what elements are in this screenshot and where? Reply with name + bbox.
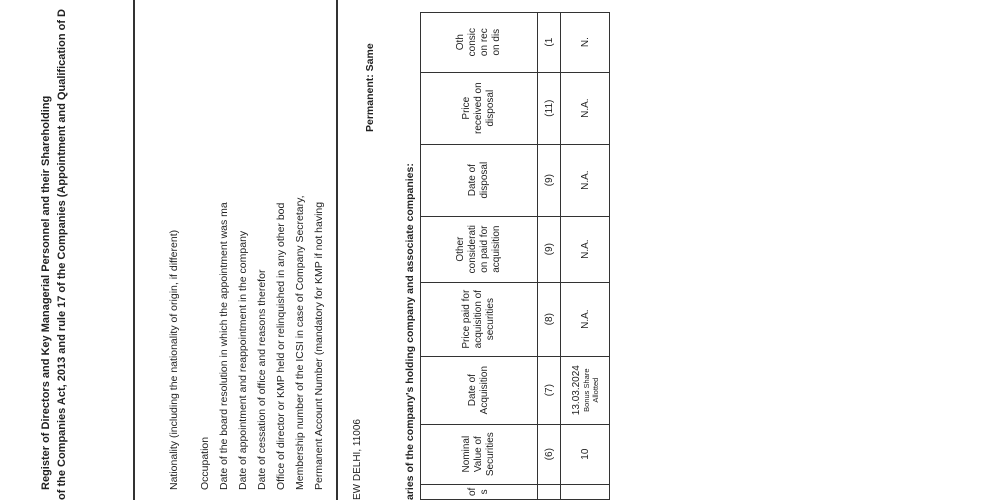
table-cell: (7) <box>538 356 561 424</box>
shareholding-table <box>420 12 610 500</box>
col-header-date-acquisition: Date of Acquisition <box>421 356 538 424</box>
table-cell: N.A. <box>561 282 610 356</box>
table-header-row <box>421 12 538 499</box>
info-board-resolution-date: Date of the board resolution in which the appointment was ma <box>218 202 230 490</box>
info-appointment-date: Date of appointment and reappointment in the company <box>237 230 249 490</box>
section-divider-2 <box>336 0 338 500</box>
col-header-price-received: Price received on disposal <box>421 72 538 144</box>
col-header-price-paid: Price paid for acquisition of securities <box>421 282 538 356</box>
acquisition-note: Bonus Share Allotted <box>581 368 600 412</box>
section-heading: aries of the company's holding company and associate companies: <box>404 163 416 500</box>
info-other-office: Office of director or KMP held or relinquished in any other bod <box>275 202 287 490</box>
col-header-other-consideration-received: Oth consic on rec on dis <box>421 12 538 72</box>
table-cell: N. <box>561 12 610 72</box>
table-cell-acquisition-date: 13.03.2024 Bonus Share Allotted <box>561 356 610 424</box>
col-header-securities: of s <box>421 484 538 499</box>
permanent-address-label: Permanent: Same <box>364 43 376 132</box>
col-header-other-consideration-paid: Other considerati on paid for acquisition <box>421 216 538 282</box>
table-cell: (6) <box>538 424 561 484</box>
table-cell: N.A. <box>561 216 610 282</box>
table-cell: (9) <box>538 216 561 282</box>
table-number-row <box>538 12 561 499</box>
info-cessation-date: Date of cessation of office and reasons therefor <box>256 269 268 490</box>
table-cell: (11) <box>538 72 561 144</box>
info-nationality: Nationality (including the nationality of origin, if different) <box>168 229 180 490</box>
table-cell: (9) <box>538 144 561 216</box>
section-divider <box>133 0 135 500</box>
address-fragment: EW DELHI, 11006 <box>352 419 363 500</box>
table-row <box>561 12 610 499</box>
info-icsi-membership: Membership number of the ICSI in case of Company Secretary, <box>294 195 306 490</box>
table-cell: (8) <box>538 282 561 356</box>
table-cell <box>561 484 610 499</box>
table-cell: N.A. <box>561 72 610 144</box>
info-pan: Permanent Account Number (mandatory for KMP if not having <box>313 201 325 490</box>
table-cell: (1 <box>538 12 561 72</box>
table-cell: N.A. <box>561 144 610 216</box>
register-title: Register of Directors and Key Managerial Personnel and their Shareholding <box>40 95 52 490</box>
register-subtitle: of the Companies Act, 2013 and rule 17 of the Companies (Appointment and Qualification of D <box>56 9 68 500</box>
col-header-date-disposal: Date of disposal <box>421 144 538 216</box>
table-cell <box>538 484 561 499</box>
info-occupation: Occupation <box>199 436 211 490</box>
col-header-nominal-value: Nominal Value of Securities <box>421 424 538 484</box>
table-cell: 10 <box>561 424 610 484</box>
